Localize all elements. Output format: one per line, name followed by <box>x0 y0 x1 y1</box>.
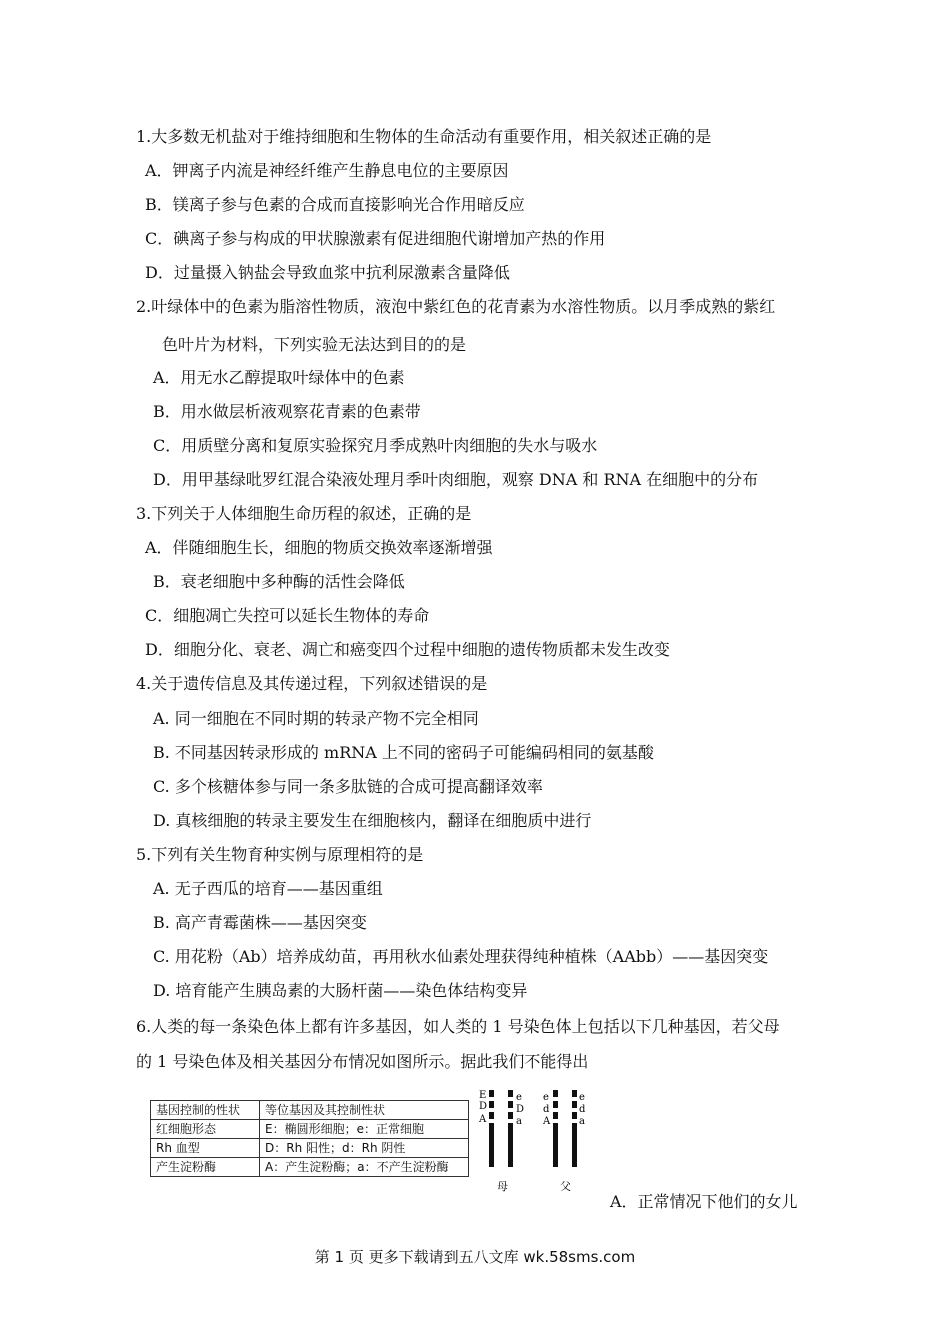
question-4-option-c: C. 多个核糖体参与同一条多肽链的合成可提高翻译效率 <box>153 777 543 796</box>
gene-table-cell: E：椭圆形细胞；e：正常细胞 <box>260 1120 469 1139</box>
question-3-option-a: A．伴随细胞生长，细胞的物质交换效率逐渐增强 <box>145 538 493 557</box>
question-5-option-a: A. 无子西瓜的培育——基因重组 <box>153 879 383 898</box>
gene-table-header-alleles: 等位基因及其控制性状 <box>260 1101 469 1120</box>
father-chromosome-left <box>542 1090 558 1167</box>
question-4-option-a: A. 同一细胞在不同时期的转录产物不完全相同 <box>153 709 479 728</box>
question-2-stem: 2.叶绿体中的色素为脂溶性物质，液泡中紫红色的花青素为水溶性物质。以月季成熟的紫红 <box>136 297 776 316</box>
question-3-option-d: D．细胞分化、衰老、凋亡和癌变四个过程中细胞的遗传物质都未发生改变 <box>145 640 670 659</box>
question-2-stem-continued: 色叶片为材料，下列实验无法达到目的的是 <box>162 335 467 354</box>
question-2-option-d: D．用甲基绿吡罗红混合染液处理月季叶肉细胞，观察 DNA 和 RNA 在细胞中的分布 <box>153 470 759 489</box>
question-5-option-d: D. 培育能产生胰岛素的大肠杆菌——染色体结构变异 <box>153 981 528 1000</box>
mother-right-gene-label: a <box>516 1116 522 1127</box>
question-2-option-c: C．用质壁分离和复原实验探究月季成熟叶肉细胞的失水与吸水 <box>153 436 598 455</box>
question-1-option-b: B．镁离子参与色素的合成而直接影响光合作用暗反应 <box>145 195 525 214</box>
question-1-option-d: D．过量摄入钠盐会导致血浆中抗利尿激素含量降低 <box>145 263 510 282</box>
mother-chromosome-right <box>508 1090 524 1167</box>
gene-table-row <box>151 1120 469 1139</box>
gene-table-cell: D：Rh 阳性；d：Rh 阴性 <box>260 1139 469 1158</box>
question-3-stem: 3.下列关于人体细胞生命历程的叙述，正确的是 <box>136 504 472 523</box>
father-label: 父 <box>560 1180 571 1193</box>
mother-right-gene-label: D <box>516 1104 525 1115</box>
question-1-option-c: C．碘离子参与构成的甲状腺激素有促进细胞代谢增加产热的作用 <box>145 229 606 248</box>
gene-table-cell: A：产生淀粉酶；a：不产生淀粉酶 <box>260 1158 469 1177</box>
question-3-option-b: B．衰老细胞中多种酶的活性会降低 <box>153 572 405 591</box>
question-5-option-b: B. 高产青霉菌株——基因突变 <box>153 913 367 932</box>
father-left-gene-label: e <box>543 1092 549 1103</box>
father-right-gene-label: e <box>579 1092 585 1103</box>
father-left-gene-label: d <box>543 1104 550 1115</box>
gene-table <box>150 1100 469 1177</box>
question-6-stem-continued: 的 1 号染色体及相关基因分布情况如图所示。据此我们不能得出 <box>136 1052 589 1071</box>
mother-left-gene-label: D <box>479 1101 488 1112</box>
question-6-stem: 6.人类的每一条染色体上都有许多基因，如人类的 1 号染色体上包括以下几种基因，若父母 <box>136 1017 780 1036</box>
question-1-stem: 1.大多数无机盐对于维持细胞和生物体的生命活动有重要作用，相关叙述正确的是 <box>136 127 712 146</box>
mother-left-gene-label: E <box>479 1090 487 1101</box>
question-4-option-b: B. 不同基因转录形成的 mRNA 上不同的密码子可能编码相同的氨基酸 <box>153 743 654 762</box>
question-6-option-a: A．正常情况下他们的女儿 <box>610 1192 798 1211</box>
question-5-option-c: C. 用花粉（Ab）培养成幼苗，再用秋水仙素处理获得纯种植株（AAbb）——基因突变 <box>153 947 769 966</box>
question-3-option-c: C．细胞凋亡失控可以延长生物体的寿命 <box>145 606 430 625</box>
mother-chromosome-left <box>478 1090 494 1167</box>
gene-table-cell: 产生淀粉酶 <box>151 1158 260 1177</box>
mother-left-gene-label: A <box>479 1114 487 1125</box>
question-2-option-a: A．用无水乙醇提取叶绿体中的色素 <box>153 368 405 387</box>
question-1-option-a: A．钾离子内流是神经纤维产生静息电位的主要原因 <box>145 161 509 180</box>
question-5-stem: 5.下列有关生物育种实例与原理相符的是 <box>136 845 424 864</box>
mother-label: 母 <box>497 1180 508 1193</box>
gene-table-header-row <box>151 1101 469 1120</box>
father-chromosome-right <box>572 1090 586 1167</box>
father-right-gene-label: a <box>579 1116 585 1127</box>
question-2-option-b: B．用水做层析液观察花青素的色素带 <box>153 402 421 421</box>
father-left-gene-label: A <box>543 1116 551 1127</box>
page-footer: 第 1 页 更多下载请到五八文库 wk.58sms.com <box>314 1248 636 1266</box>
mother-right-gene-label: e <box>516 1092 522 1103</box>
question-4-option-d: D. 真核细胞的转录主要发生在细胞核内，翻译在细胞质中进行 <box>153 811 592 830</box>
gene-table-row <box>151 1139 469 1158</box>
gene-table-cell: Rh 血型 <box>151 1139 260 1158</box>
gene-table-cell: 红细胞形态 <box>151 1120 260 1139</box>
gene-table-row <box>151 1158 469 1177</box>
question-4-stem: 4.关于遗传信息及其传递过程，下列叙述错误的是 <box>136 674 488 693</box>
chromosome-figure <box>478 1086 598 1196</box>
father-right-gene-label: d <box>579 1104 586 1115</box>
gene-table-header-trait: 基因控制的性状 <box>151 1101 260 1120</box>
